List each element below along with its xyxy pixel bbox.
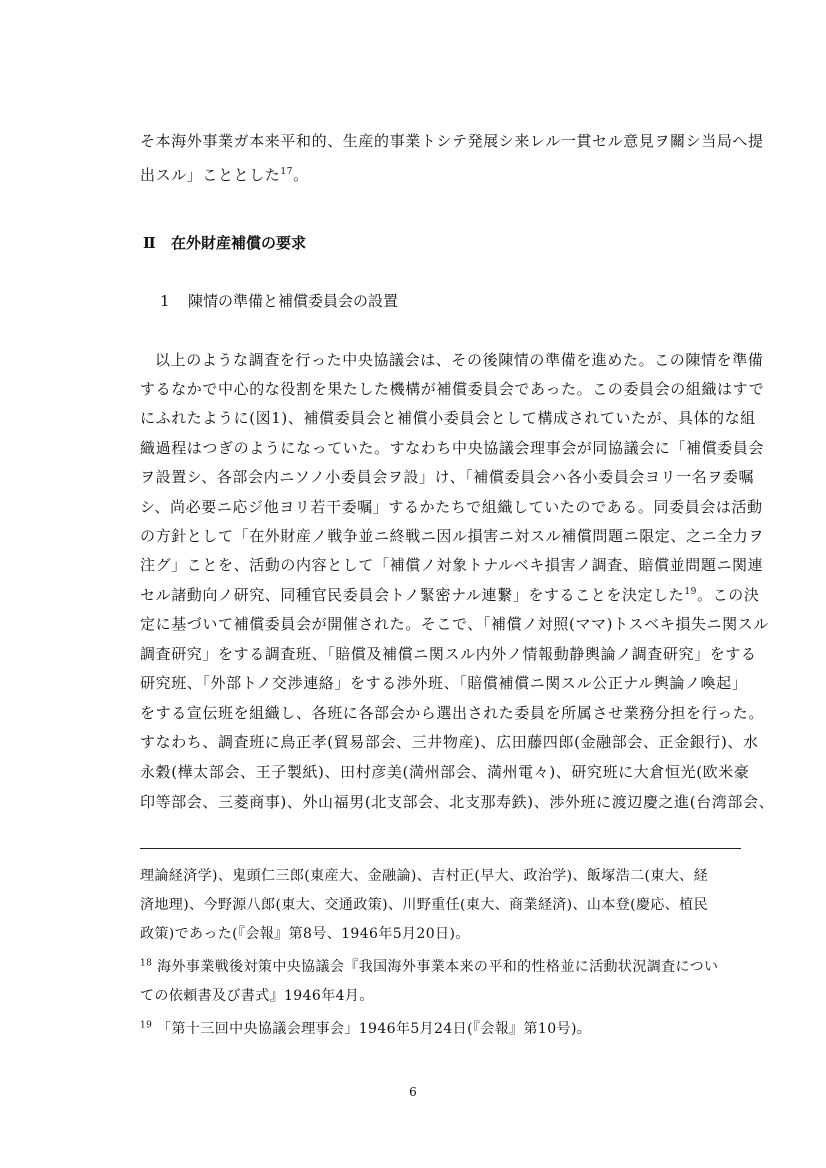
- text-line: セル諸動向ノ研究、同種官民委員会トノ緊密ナル連繋」をすることを決定した$^{19}$。この決: [140, 586, 760, 604]
- text-line: の方針として「在外財産ノ戦争並ニ終戦ニ因ル損害ニ対スル補償問題ニ限定、之ニ全力ヲ: [140, 527, 765, 545]
- footnote-divider: [140, 848, 741, 849]
- footnote-ref: 19: [684, 587, 698, 597]
- section-heading: [143, 232, 306, 253]
- text-line: 印等部会、三菱商事)、外山福男(北支部会、北支那寿鉄)、渉外班に渡辺慶之進(台湾部会、: [140, 793, 775, 811]
- footnote-line: 済地理)、今野源八郎(東大、交通政策)、川野重任(東大、商業経済)、山本登(慶応、植民: [140, 897, 708, 913]
- text-line: 織過程はつぎのようになっていた。すなわち中央協議会理事会が同協議会に「補償委員会: [140, 439, 765, 457]
- section-title: 在外財産補償の要求: [171, 234, 307, 252]
- subsection-number: 1: [160, 292, 170, 310]
- text-line: シ、尚必要ニ応ジ他ヨリ若干委嘱」するかたちで組織していたのである。同委員会は活動: [140, 498, 763, 516]
- footnote-19: $^{19}$ 「第十三回中央協議会理事会」1946年5月24日(『会報』第10号)。: [140, 1020, 592, 1037]
- text-line: 研究班、「外部トノ交渉連絡」をする渉外班、「賠償補償ニ関スル公正ナル輿論ノ喚起」: [140, 674, 748, 692]
- footnote-18: $^{18}$ 海外事業戦後対策中央協議会『我国海外事業本来の平和的性格並に活動状況調査につい: [140, 958, 719, 975]
- subsection-title: 陳情の準備と補償委員会の設置: [188, 292, 399, 310]
- section-number: Ⅱ: [143, 234, 156, 252]
- text-line: ヲ設置シ、各部会内ニソノ小委員会ヲ設」け、「補償委員会ハ各小委員会ヨリ一名ヲ委嘱: [140, 468, 755, 486]
- footnote-line: 理論経済学)、鬼頭仁三郎(東産大、金融論)、吉村正(早大、政治学)、飯塚浩二(東大、経: [140, 868, 708, 884]
- text-line: 永穀(樺太部会、王子製紙)、田村彦美(満州部会、満州電々)、研究班に大倉恒光(欧米豪: [140, 763, 750, 781]
- text-line: をする宣伝班を組織し、各班に各部会から選出された委員を所属させ業務分担を行った。: [140, 704, 765, 722]
- subsection-heading: [160, 290, 398, 311]
- text-line: 出スル」こととした$^{17}$。: [140, 166, 309, 184]
- text-line: 注グ」ことを、活動の内容として「補償ノ対象トナルベキ損害ノ調査、賠償並問題ニ関連: [140, 556, 764, 574]
- text-line: 調査研究」をする調査班、「賠償及補償ニ関スル内外ノ情報動静輿論ノ調査研究」をする: [140, 645, 757, 663]
- text-line: そ本海外事業ガ本来平和的、生産的事業トシテ発展シ来レル一貫セル意見ヲ關シ当局へ提: [140, 132, 764, 150]
- text-line: 以上のような調査を行った中央協議会は、その後陳情の準備を進めた。この陳情を準備: [155, 351, 764, 369]
- page-number: 6: [409, 1085, 417, 1099]
- text-line: するなかで中心的な役割を果たした機構が補償委員会であった。この委員会の組織はすで: [140, 380, 765, 398]
- text-line: にふれたように(図1)、補償委員会と補償小委員会として構成されていたが、具体的な組: [140, 409, 756, 427]
- footnote-line: 政策)であった(『会報』第8号、1946年5月20日)。: [140, 926, 470, 942]
- text-line: すなわち、調査班に鳥正孝(貿易部会、三井物産)、広田藤四郎(金融部会、正金銀行)、水: [140, 733, 759, 751]
- footnote-mark: 18: [140, 958, 153, 969]
- footnote-ref: 17: [280, 167, 294, 177]
- footnote-line: ての依頼書及び書式』1946年4月。: [140, 988, 374, 1004]
- text-line: 定に基づいて補償委員会が開催された。そこで、「補償ノ対照(ママ)トスベキ損失ニ関スル: [140, 615, 769, 633]
- footnote-mark: 19: [140, 1020, 153, 1031]
